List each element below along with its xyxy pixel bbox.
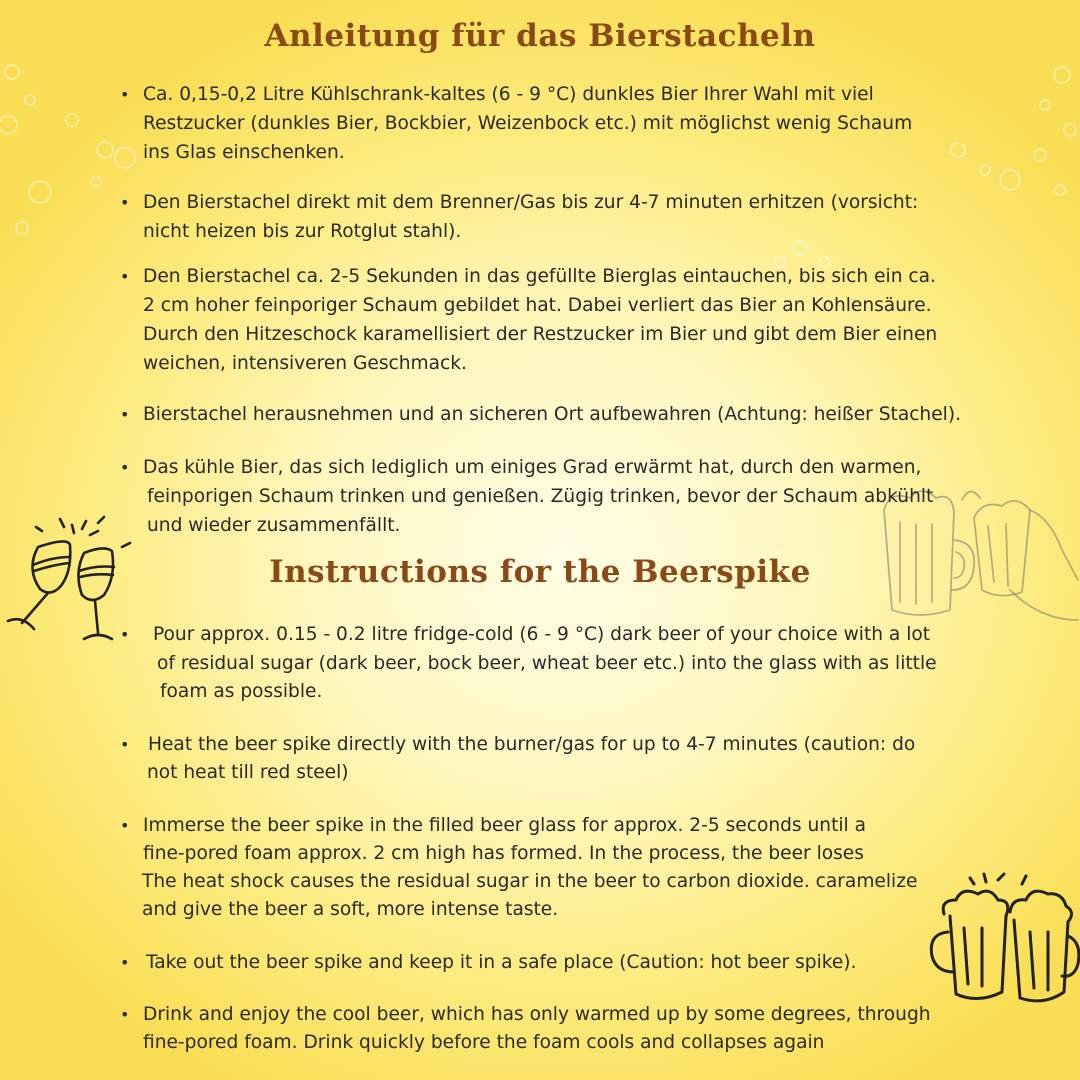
english-title: Instructions for the Beerspike (269, 554, 811, 590)
text-line: feinporigen Schaum trinken und genießen. Zügig trinken, bevor der Schaum abkühlt (147, 486, 934, 507)
text-line: Take out the beer spike and keep it in a safe place (Caution: hot beer spike). (146, 952, 857, 973)
text-line: of residual sugar (dark beer, bock beer, wheat beer etc.) into the glass with as little (157, 653, 937, 674)
bullet: • (120, 953, 130, 972)
text-line: nicht heizen bis zur Rotglut stahl). (143, 221, 462, 242)
text-line: Restzucker (dunkles Bier, Bockbier, Weizenbock etc.) mit möglichst wenig Schaum (143, 113, 913, 134)
text-line: 2 cm hoher feinporiger Schaum gebildet hat. Dabei verliert das Bier an Kohlensäure. (143, 295, 932, 316)
text-line: and give the beer a soft, more intense taste. (142, 899, 559, 920)
german-title: Anleitung für das Bierstacheln (264, 18, 816, 54)
text-line: Heat the beer spike directly with the burner/gas for up to 4-7 minutes (caution: do (148, 734, 916, 755)
text-line: not heat till red steel) (147, 762, 349, 783)
bullet: • (120, 267, 130, 286)
text-line: Drink and enjoy the cool beer, which has only warmed up by some degrees, through (143, 1004, 931, 1025)
text-line: weichen, intensiveren Geschmack. (143, 353, 467, 374)
bullet: • (120, 816, 130, 835)
text-line: Ca. 0,15-0,2 Litre Kühlschrank-kaltes (6 - 9 °C) dunkles Bier Ihrer Wahl mit viel (143, 84, 874, 105)
bullet: • (120, 735, 130, 754)
bullet: • (120, 458, 130, 477)
text-line: fine-pored foam. Drink quickly before the foam cools and collapses again (143, 1032, 825, 1053)
text-line: Den Bierstachel ca. 2-5 Sekunden in das gefüllte Bierglas eintauchen, bis sich ein ca. (143, 266, 936, 287)
text-line: Durch den Hitzeschock karamellisiert der Restzucker im Bier und gibt dem Bier einen (143, 324, 938, 345)
text-line: und wieder zusammenfällt. (147, 515, 401, 536)
bullet: • (120, 405, 130, 424)
text-line: fine-pored foam approx. 2 cm high has formed. In the process, the beer loses (143, 843, 864, 864)
bullet: • (120, 625, 130, 644)
text-line: Bierstachel herausnehmen und an sicheren Ort aufbewahren (Achtung: heißer Stachel). (143, 404, 961, 425)
text-line: The heat shock causes the residual sugar in the beer to carbon dioxide. caramelize (142, 871, 918, 892)
text-line: foam as possible. (160, 681, 323, 702)
text-line: Den Bierstachel direkt mit dem Brenner/Gas bis zur 4-7 minuten erhitzen (vorsicht: (143, 192, 919, 213)
text-line: Immerse the beer spike in the filled beer glass for approx. 2-5 seconds until a (143, 815, 866, 836)
bullet: • (120, 1005, 130, 1024)
bullet: • (120, 193, 130, 212)
text-line: ins Glas einschenken. (143, 142, 345, 163)
text-line: Pour approx. 0.15 - 0.2 litre fridge-cold (6 - 9 °C) dark beer of your choice with a lot (153, 624, 931, 645)
beer-mugs-cheers-icon (926, 872, 1080, 1012)
bullet: • (120, 85, 130, 104)
text-line: Das kühle Bier, das sich lediglich um einiges Grad erwärmt hat, durch den warmen, (143, 457, 922, 478)
